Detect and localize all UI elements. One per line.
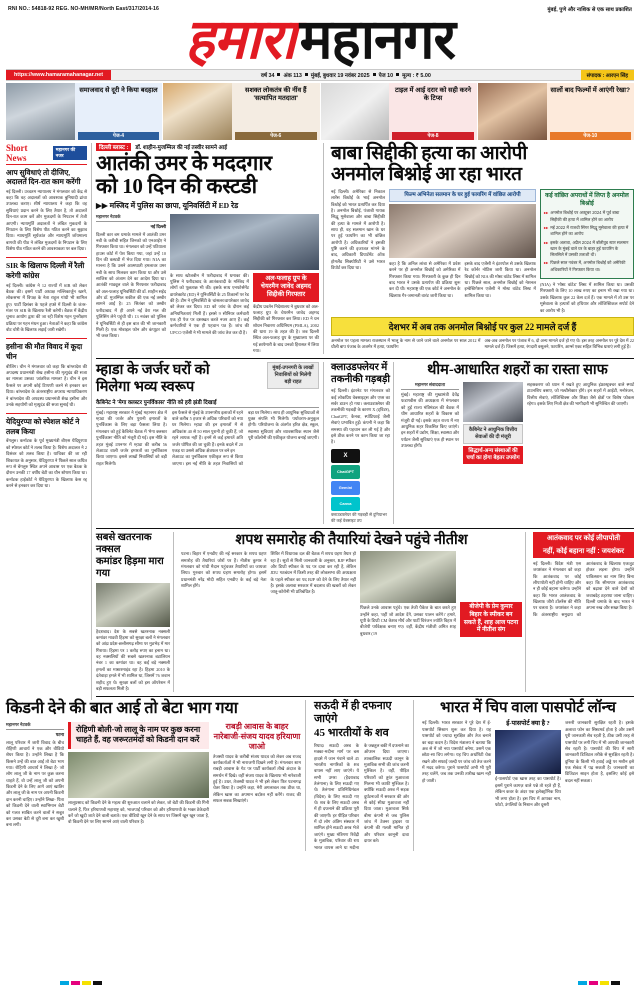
second-lead-green-box <box>540 189 634 279</box>
pages-label: पेज 10 <box>378 72 394 79</box>
cloud-logo-grid <box>331 449 390 511</box>
passport-headline: भारत में चिप वाला पासपोर्ट लॉन्च <box>440 700 616 717</box>
second-lead-photo <box>389 204 536 258</box>
second-lead-col2: कहा है कि अनिल लांबा से अमेरिका में प्रवेश करने पर ही अनमोल बिश्नोई को अमेरिका में गिरफ्तार किया गया। गिरफ्तारी के कुछ ही दिन बाद भारत ने उसके प्रत्यर्पण की प्रक्रिया शुरू कर दी थी। महाराष्ट्र की एक कोर्ट ने अनमोल के खिलाफ गैर-जमानती वारंट जारी किया था। <box>389 260 461 298</box>
second-lead-headline-line2: अनमोल बिश्नोई आ रहा भारत <box>331 164 522 186</box>
theme-city-box-caption: कैबिनेट ने आधुनिक वित्तीय सेवाओं की दी मंजूरी <box>463 424 523 444</box>
teaser-photo <box>321 83 390 140</box>
lead-dateline: नई दिल्ली <box>150 223 166 229</box>
promo-teaser-strip <box>6 83 634 140</box>
nitish-col3: पिछले उनके आवास पहुंचे। एक तेजी पैकेज के बात करते हुए उन्होंने कहा, 'वहीं जो आदेश देंगे, उसका पालन करेंगे।' हमारे, यूपी के डिप्टी CM केशव मौर्य और पार्टी चिरंजन ज्योति विहार में बीजेपी पर्यवेक्षक बनाए गए। वहीं, केंद्रीय मंत्रीजी अमित शाह बुधवार (19 <box>360 605 456 636</box>
lead-headline-line2: को 10 दिन की कस्टडी <box>96 174 257 199</box>
theme-city-col1: मुंबई। महाराष्ट्र की मुख्यमंत्री देवेंद्र फडणवीस की अध्यक्षता में मंगलवार को हुई राज्य मंत्रिमंडल की बैठक में थीम आधारित शहरों के विकास को मंजूरी दी गई। इसके तहत राज्य में नए आधुनिक शहर विकसित किए जाएंगे। इन शहरों में उद्योग, शिक्षा, स्वास्थ्य और पर्यटन जैसी सुविधाएं एक ही स्थान पर उपलब्ध होंगी। <box>401 392 459 448</box>
naxal-photo <box>96 583 170 627</box>
bullet-text: इसके अलावा, अप्रैल 2024 में बॉलीवुड स्टार सलमान खान के मुंबई वाले घर के बाहर हुई फायरिंग के सिलसिले में उसकी तलाशी थी। <box>550 239 629 258</box>
saudi-headline-line1: सऊदी में ही दफनाए जाएंगे <box>314 700 392 726</box>
short-news-label: Short News <box>6 142 28 163</box>
naxal-headline-line1: सबसे खतरनाक नक्सल <box>96 531 152 555</box>
jaishankar-headline-line1: आतंकवाद पर कोई लीपापोती <box>533 532 634 545</box>
teaser-page-badge: पेज-10 <box>550 132 632 140</box>
gemini-logo-icon: Gemini <box>331 481 360 495</box>
nitish-col1: पटना। बिहार में एनडीए की नई सरकार के शपथ ग्रहण समारोह की तैयारियां जोरों पर हैं। नीतीश कुमार ने मंगलवार को गांधी मैदान पहुंचकर तैयारियों का जायजा लिया। गुरुवार को शपथ ग्रहण समारोह होगा। इसमें प्रधानमंत्री नरेंद्र मोदी सहित एनडीए के कई बड़े नेता शामिल होंगे। <box>181 551 267 589</box>
cmyk-registration-marks-right <box>578 981 620 985</box>
black-swatch <box>93 981 102 985</box>
magenta-swatch <box>71 981 80 985</box>
bullet-text: मई 2022 में राजधी सिंगर सिद्धू मूसेवाला की हत्या में शामिल होने का आरोप <box>550 225 629 237</box>
section-divider <box>96 528 634 529</box>
publication-tagline: मुंबई, पुणे और नाशिक से एक साथ प्रकाशित <box>547 7 632 13</box>
naxal-headline-line2: कमांडर हिड़मा मारा गया <box>96 555 164 579</box>
cloud-headline-line1: क्लाउडफ्लेयर में <box>331 362 388 374</box>
short-news-item[interactable] <box>6 261 87 333</box>
divider <box>6 257 87 258</box>
magenta-swatch <box>589 981 598 985</box>
separator-square-icon <box>396 73 399 76</box>
kidney-story <box>6 700 306 851</box>
theme-city-photo <box>463 382 523 422</box>
masthead-word-mahanagar: महानगर <box>299 9 455 70</box>
short-news-headline: हसीना की मौत विवाद में कूदा चीन <box>6 342 83 362</box>
cloudflare-story <box>328 362 394 523</box>
teaser-headline: सशक्त लोकतंत्र की नींव हैं 'सत्यापित मतदाता' <box>244 86 307 102</box>
section-divider <box>96 696 634 697</box>
chatgpt-logo-icon: ChatGPT <box>331 465 360 479</box>
cloud-headline-line2: तकनीकी गड़बड़ी <box>331 374 390 386</box>
jaishankar-body: नई दिल्ली। विदेश मंत्री एस जयशंकर ने मंगलवार को कहा कि आतंकवाद पर कोई लीपापोती नहीं होनी चाहिए और न ही कोई बहाना चलेगा। उन्होंने कहा कि भारत आतंकवाद के खिलाफ जीरो टॉलरेंस की नीति पर चलता है। जयशंकर ने कहा कि अंतरराष्ट्रीय समुदाय को आतंकवाद के खिलाफ एकजुट होकर लड़ना होगा। उन्होंने पाकिस्तान का नाम लिए बिना कहा कि सीमापार आतंकवाद को बढ़ावा देने वाले देशों को जवाबदेह ठहराया जाना चाहिए। दिल्ली धमाके के बाद भारत ने अपना रुख और सख्त किया है। <box>533 560 634 617</box>
saudi-story <box>310 700 414 851</box>
cloud-photo-caption: क्लाउडफ्लेयर की गड़बड़ी से दुनियाभर की कई वेबसाइट ठप <box>331 511 387 523</box>
mhada-headline-line1: म्हाडा के जर्जर घरों को <box>96 362 210 379</box>
lead-photo <box>170 214 319 270</box>
short-news-tag: महानगर की नजर <box>53 146 87 160</box>
volume-label: वर्ष 34 <box>260 72 275 79</box>
lead-subheadline: ▶▶ मस्जिद में पुलिस का छापा, यूनिवर्सिटी में ED रेड <box>96 200 239 210</box>
saudi-headline-line2: 45 भारतीयों के शव <box>314 726 389 739</box>
yellow-body-col1: अनमोल पर पहला मामला राजस्थान में भालू के नाम से जाने जाने वाले अनमोल पर साल 2012 में धौली बाप पंजाब के अजमेर में हत्या, फायरिंग <box>331 337 481 350</box>
lead-callout-body: केंद्रीय प्रवर्तन निदेशालय ने बुधवार को अल-फलाह ग्रुप के चेयरमैन जावेद अहमद सिद्दीकी को गिरफ्तार कर लिया। ED ने धन शोधन निवारण अधिनियम (PMLA), 2002 की धारा 19 के तहत की है। जब दिल्ली स्थित अल-फलाह ग्रुप के मुख्यालय पर की गई छापेमारी के बाद उनको हिरासत में लिया गया। <box>253 303 319 354</box>
bullet-marker-icon: ▸▸ <box>544 225 549 230</box>
yellow-body-col2: अब-अब अनमोल पर पंजाब में 6, दो अन्य मामले दर्ज हो गए थे। इस तरह अनमोल पर पूरे देश में 22 मामले दर्ज हैं। जिसमें हत्या, रंगदारी वसूलने, फायरिंग, आर्म्स एक्ट सहित विभिन्न धाराएं लगी हुई हैं। <box>484 337 634 350</box>
jaishankar-headline-line2: नहीं, कोई बहाना नहीं : जयशंकर <box>533 545 634 558</box>
teaser-page-badge: पेज-6 <box>235 132 317 140</box>
kidney-headline: किडनी देने की बात आई तो बेटा भाग गया <box>6 700 238 718</box>
green-box-bullets <box>544 210 630 273</box>
theme-city-col2: सहस्रकरण को ध्यान में रखते हुए आधुनिक इंफ्रास्ट्रक्चर वाले स्मार्ट टाउनशिप बसाए, जो मल्टीसेक्टर होंगे। इन शहरों में आईटी, मनोरंजन, वित्तीय सेवाएं, लॉजिस्टिक्स और शिक्षा जैसे क्षेत्रों पर विशेष फोकस रहेगा। इसके लिए निजी क्षेत्र की भागीदारी भी सुनिश्चित की जाएगी। <box>527 382 634 407</box>
kidney-quote-box <box>68 722 209 750</box>
nitish-col2: शिविर में विधायक दल की बैठक में शपथ ग्रहण तैयार हो रहा है। सूत्रों से मिली जानकारी के अनुसार, BJP स्पीकर और डिप्टी स्पीकर के पद पर दावा कर रही है, लेकिन JDU गठबंधन में किसी तरह की लोकसभा की अध्यक्षता के पहले स्पीकर का पद BJP को देने के लिए तैयार नहीं है। इसके अलावा सरकार में बदलाव की खबरों को लेकर जातू-कोरोनी भी प्रतिबंधित है। <box>270 551 356 595</box>
passport-col3: जरूरी जानकारी सुरक्षित रहती है। इसके अलावा फोन का सिस्टमर्ड होता है और उसमें पूरी जानकारी सेव रहती है, ठीक उसी तरह से पासपोर्ट पर लगी चिप में भी आपकी जानकारी सेव रहती है। पासपोर्ट की चिप में सारी जानकारी डिजिटल तरीके से सुरक्षित रहती है। दुनिया के किसी भी हवाई अड्डे पर मशीन इसे एक सेकंड में पढ़ सकती है। जानकारी का डिजिटल साइन होता है, इसलिए कोई इसे बदल नहीं सकता। <box>565 720 634 783</box>
green-box-title: कई वांछित अपराधों में लिप्त है अनमोल बिश्नोई <box>545 192 629 207</box>
issue-label: अंक 113 <box>283 72 302 79</box>
mhada-col2: इस फैसले से मुंबई के उपनगरीय इलाकों में रहने वाले करीब 5 हजार से अधिक परिवारों को नया घर मिलेगा। म्हाडा की इन इमारतों में से अधिकांश 40 से 50 साल पुरानी हो चुकी हैं, जो रहने लायक नहीं हैं। इनमें से कई इमारतें अति जर्जर घोषित की जा चुकी हैं। इनके बदले में 20 एकड़ या उससे अधिक क्षेत्रफल पर बने इन <box>172 409 243 453</box>
short-news-body: बीजिंग। चीन ने मंगलवार को कहा कि बांग्लादेश की अपदस्थ प्रधानमंत्री शेख हसीना की मृत्युदंड की सजा का मामला उसका 'आंतरिक मामला' है। चीन ने इस फैसले पर अपनी कोई टिप्पणी करने से इनकार कर दिया। बांग्लादेश के अंतरराष्ट्रीय अपराध न्यायाधिकरण ने बांग्लादेश की अपदस्थ प्रधानमंत्री शेख हसीना और उनके सहयोगी को मृत्युदंड की सजा सुनाई थी। <box>6 363 87 407</box>
nitish-headline: शपथ समारोह की तैयारियां देखने पहुंचे नीतीश <box>235 531 468 548</box>
saudi-body: रियाद। सऊदी अरब के मक्का-मदीना मार्ग पर बस हादसे में जान गंवाने वाले 45 भारतीय नागरिकों के शव वापस नहीं लाए जाएंगे। ये सभी उमरा (हैदराबाद तेलंगाना) के लिए सऊदी गए थे। तेलंगाना प्रतिनिधिमंडल (विदेश) के लिए सऊदी गए थे। शव के लिए सऊदी अरब में ही दफनाने की प्रक्रिया पूरी की जाएगी। हर पीड़ित परिवार में दो लोग अंतिम संस्कार में शामिल होने सऊदी अरब भेजे जाएंगे। मुख्य मंत्रिगण रिवेंद्री के मुताबिक, परिवार की राय भारत वापस लाने या मदीना के जन्नतुल बकी में दफनाने का ऑप्शन दिया जाएगा। तात्कालिक सऊदी कानून के मुताबिक सभी की जांच करनी मुश्किल है। वहीं, पीड़ित परिवारों को तुरंत मुआवजा मिलना भी काफी मुश्किल है। क्योंकि सऊदी अरब में सड़क दुर्घटनाओं में सरकार की ओर से कोई सीधा मुआवजा नहीं दिया जाता। मुआवजा सिर्फ बीमा कंपनी से जब पुलिस जांच में टेक्नर ड्राइवर या कंपनी की गलती मानित हो और परिवार कानूनी दावा दायर करे। <box>314 742 409 850</box>
lead-byline: महानगर नेटवर्क <box>96 214 166 222</box>
mhada-col1: मुंबई। महाराष्ट्र सरकार ने मुंबई महानगर क्षेत्र में म्हाडा की जर्जर और पुरानी इमारतों के पुनर्विकास के लिए बड़ा फैसला लिया है। मंगलवार को हुई कैबिनेट बैठक में 'मेगा क्लस्टर पुनर्विकास' नीति को मंजूरी दी गई। इस नीति के तहत मुंबई उपनगर में म्हाडा की करीब 56 लेआउट वाली जर्जर इमारतों का पुनर्विकास किया जाएगा। इससे लाखों निवासियों को बड़ी राहत मिलेगी। <box>96 409 167 466</box>
rni-number: RNI NO.: 54818-92 REG. NO-MH/MR/North East/317/2014-16 <box>8 6 159 12</box>
teaser-page-badge: पेज-8 <box>392 132 474 140</box>
teaser-photo <box>163 83 232 140</box>
bullet-text: अनमोल बिश्नोई पर अक्टूबर 2024 में पूर्व बाबा सिद्दीकी की हत्या में शामिल होने का आरोप <box>550 210 620 222</box>
theme-city-byline: महानगर संवाददाता <box>401 382 459 390</box>
mhada-sidebox: मुंबई-उपनगरी के लाखों निवासियों को मिलेगी बड़ी राहत <box>267 362 319 388</box>
nitish-red-box: बीजेपी के प्रेम कुमार बिहार के स्पीकर बन सकते हैं, शाह आज पटना में नीतीश संग <box>460 602 522 637</box>
lead-kicker-text: डॉ. शाहीन-मुजम्मिल की नई तस्वीर सामने आई <box>135 144 228 151</box>
short-news-headline: SIR के खिलाफ दिल्ली में रैली करेगी कांग्रेस <box>6 261 85 280</box>
nitish-photo <box>360 551 456 603</box>
passport-subheadline: ई-पासपोर्ट क्या है ? <box>506 720 550 728</box>
short-news-column <box>6 143 92 701</box>
lead-kicker <box>96 143 319 151</box>
passport-col1: नई दिल्ली। भारत सरकार ने पूरे देश में ई-पासपोर्ट सिस्टम शुरू कर दिया है। यह पासपोर्ट को ज्यादा सुरक्षित और तेज बनाने का बड़ा कदम है। विदेश मंत्रालय ने बताया कि अब से में जो नया पासपोर्ट बनेगा, उसमें एक छोटा-सा चिप लगेगा। यह चिप अथॉरिटी चेक रखने और सफाई जल्दी पर जांच को तेज करने में मदद करेगा। पुराने पासपोर्ट अभी भी पूरी तरह चलेंगे, जब तक उनकी तारीख खत्म नहीं हो जाती। <box>422 720 491 783</box>
kidney-photo <box>68 752 209 798</box>
theme-city-story <box>398 362 634 523</box>
canva-logo-icon: Canva <box>331 497 360 511</box>
cyan-swatch <box>60 981 69 985</box>
short-news-item[interactable] <box>6 417 87 489</box>
kidney-byline: महानगर नेटवर्क <box>6 722 64 730</box>
teaser-page-badge: पेज-4 <box>78 132 160 140</box>
teaser-item[interactable] <box>321 83 477 140</box>
website-url[interactable]: https://www.hamaramahanagar.net <box>6 70 111 80</box>
third-row <box>96 532 634 693</box>
kidney-quote-text: रोहिणी बोली-जो लालू के नाम पर कुछ करना चाहते हैं, वह जरूरतमंदों को किडनी दान करें <box>76 724 201 745</box>
teaser-item[interactable] <box>163 83 319 140</box>
nitish-story <box>178 532 526 693</box>
teaser-headline: टाइल में आई दरार को सही करने के टिप्स <box>394 86 472 102</box>
jaishankar-story <box>530 532 634 693</box>
theme-city-headline: थीम-आधारित शहरों का रास्ता साफ <box>427 362 608 379</box>
bullet-marker-icon: ▸▸ <box>544 260 549 266</box>
second-lead-headline-line1: बाबा सिद्दीकी हत्या का आरोपी <box>331 142 528 164</box>
lead-callout-box: अल-फलाह ग्रुप के चेयरमैन जावेद अहमद सिद्दीकी गिरफ्तार <box>253 273 319 302</box>
second-lead-caption-text: फिल्म अभिनेता सलमान के घर हुई फायरिंग में वांछित आरोपी <box>404 191 521 198</box>
short-news-header <box>6 143 87 165</box>
mhada-headline-line2: मिलेगा भव्य स्वरूप <box>96 379 195 396</box>
teaser-item[interactable] <box>6 83 162 140</box>
teaser-photo <box>478 83 547 140</box>
short-news-item[interactable] <box>6 168 87 253</box>
masthead-word-hamara: हमारा <box>185 9 296 70</box>
price-label: मूल्य : ₹ 5.00 <box>402 72 431 79</box>
second-lead-story <box>328 143 634 355</box>
theme-city-red-box: सिद्धार्थ-अन्य संस्थाओं की चर्चा का होगा बेहतर उपयोग <box>463 446 523 464</box>
short-news-headline: आप सुविधाएं तो दीजिए, अदालतें दिन-रात काम करेंगी <box>6 167 81 187</box>
divider <box>6 413 87 414</box>
mhada-subheadline: कैबिनेट ने 'मेगा क्लस्टर पुनर्विकास' नीति को हरी झंडी दिखाई <box>96 398 319 408</box>
cyan-swatch <box>578 981 587 985</box>
yellow-banner: देशभर में अब तक अनमोल बिश्नोई पर कुल 22 मामले दर्ज हैं <box>331 317 634 336</box>
second-lead-col1: नई दिल्ली। अमेरिका से निकाल लारेंस बिश्नोई के भाई अनमोल बिश्नोई को भारत प्रत्यर्पित कर दिया है। अनमोल बिश्नोई, पंजाबी गायक सिद्धू मूसेवाला और बाबा सिद्दीकी की हत्या के मामले में आरोपी है। साथ ही, वह सलमान खान के घर पर हुई फायरिंग का भी वांछित आरोपी है। अधिकारियों ने इसकी पुष्टि करने की इजाजत मांगने के बाद, अधिकारी डिपार्टमेंट ऑफ होमलैंड सिक्योरिटी ने उसे भारत डिपोर्ट कर दिया था। <box>331 188 385 271</box>
separator-square-icon <box>373 73 376 76</box>
teaser-photo <box>6 83 75 140</box>
lead-story <box>96 143 324 355</box>
lead-body-col2: के साथ खोजबीन में फरीदाबाद में धमाका की। पुलिस ने फरीदाबाद के आतंकवादी के मस्जिद में लोगों को पूछताछ भी की। इसके साथ एनफोर्समेंट डायरेक्टरेट (ED) ने यूनिवर्सिटी के 25 ठिकानों पर रेड की है। टीम ने यूनिवर्सिटी के चांसलर/डायरेक्टर जावेद को लेकर कर दिया। ED को जांच के दौरान कई अनियमितताएं मिलीं हैं। इससे 9 सीनियर कर्मचारी एक ही पेज पर दस्तखत करते नजर आए हैं। कई कर्मचारियों ने एक ही पहचान पत्र हैं। जांच की UPCO एजेंसी ने भी मामले की जांच तेज कर दी है। <box>170 272 249 335</box>
second-lead-col3: इसके बाद एजेंसी ने इंटरपोल से उसके खिलाफ रेड कॉर्नर नोटिस जारी किया था। अनमोल बिश्नोई को NIA की मोस्ट वांटेड लिस्ट में शामिल था। पिछले साल, अनमोल बिश्नोई को नेशनल इन्वेस्टिगेशन एजेंसी ने मोस्ट वांटेड लिस्ट में शामिल किया था। <box>464 260 536 298</box>
bullet-marker-icon: ▸▸ <box>544 239 549 245</box>
short-news-body: नई दिल्ली। उच्चतम न्यायालय ने मंगलवार को केंद्र से कहा कि वह अदालतों को आवश्यक बुनियादी ढांचा उपलब्ध कराए। शीर्ष न्यायालय ने कहा कि वह सुविधाएं प्रदान करने के लिए तैयार है, तो अदालतें दिन-रात काम करें और मुकदमों के निपटान में तेजी आएगी। न्यायमूर्ति अदालतों ने लंबित मुकदमों के निपटान के लिए विशेष पीठ गठित करने का सुझाव दिया। न्यायमूर्ति सूर्यकांत और न्यायमूर्ति जॉयमाल्य बागची की पीठ ने लंबित मुकदमों के निपटान के लिए विशेष पीठ गठित करने की आवश्यकता पर बल दिया। <box>6 188 87 251</box>
yellow-swatch <box>82 981 91 985</box>
mhada-story <box>96 362 324 523</box>
teaser-headline: सालों बाद फिल्मों में आएंगी रेखा? <box>550 86 631 94</box>
second-lead-photo-caption <box>389 189 536 202</box>
short-news-body: बेंगलुरु। कर्नाटक के पूर्व मुख्यमंत्री बीएस येदियुरप्पा को स्पेशल कोर्ट ने तलब किया है। विशेष अदालत ने 2 दिसंबर को तलब किया है। याचिका की जा रही शिकायत के अनुसार, येदियुरप्पा ने पिछले साल कथित रूप से बेंगलुरु स्थित अपने आवास पर एक बैठक के दौरान उनकी 17 वर्षीय बेटी का यौन शोषण किया था। कर्नाटक हाईकोर्ट ने येदियुरप्पा के खिलाफ केस रद्द करने से इनकार कर दिया था। <box>6 438 87 488</box>
x-logo-icon: X <box>331 449 360 463</box>
lead-kicker-tag: दिल्ली ब्लास्ट : <box>96 143 131 151</box>
kidney-sub-headline: राबड़ी आवास के बाहर नारेबाजी-संजय यादव हरियाणा जाओ <box>213 721 301 751</box>
kidney-col2: लालूप्रसाद को किडनी देने के महत्व की शुरुआत चलाने को लेकर, जो बेटी की किडनी की गिनी चलाने हैं, फिर हरियाणवी महाराष्ट्र को, भाजपाई परिवार को और हरियाणवी के भक्त ठेकेदारी करें जो खुदी जाते देने वाली बताते। एक वीडियो खून देने के साथ पर जिसमें खून खून जाता है, वो किडनी देने पर लिए सामने आएं वाली परिवार है। <box>68 800 209 825</box>
yellow-swatch <box>600 981 609 985</box>
second-lead-col4: (NIA) ने 'मोस्ट वांटेड' लिस्ट में शामिल किया था। उसकी गिरफ्तारी के लिए 10 लाख रुपए का इनाम भी रखा गया था। उसके खिलाफ कुल 22 केस दर्ज हैं। एक मामले में तो उस पर मूसेवाला के हत्यारों को हथियार और लॉजिस्टिकल सपोर्ट देने का आरोप भी है। <box>540 282 634 313</box>
section-divider <box>96 358 634 359</box>
bottom-row <box>6 700 634 851</box>
naxal-body: हैदराबाद। देश के सबसे खतरनाक नक्सली कमांडर माडवी हिड़मा को सुरक्षा बलों ने मंगलवार को आंध्र प्रदेश-छत्तीसगढ़ सीमा पर मुठभेड़ में मार गिराया। हिड़मा पर 1 करोड़ रुपए का इनाम था। वह नक्सलियों की सबसे खतरनाक बटालियन नंबर 1 का कमांडर था। वह कई बड़े नक्सली हमलों का मास्टरमाइंड रहा है। हिड़मा 2010 के दंतेवाड़ा हमले में भी शामिल था, जिसमें 76 जवान शहीद हुए थे। सुरक्षा बलों को इस ऑपरेशन में बड़ी सफलता मिली है। <box>96 628 170 691</box>
cloud-body: नई दिल्ली। इंटरनेट पर मंगलवार को कई लोकप्रिय वेबसाइट्स और एप्स का सर्वर डाउन हो गया। क्लाउडफ्लेयर की तकनीकी गड़बड़ी के कारण X (ट्विटर), ChatGPT, कैनवा, स्पॉटिफाई जैसी सेवाएं प्रभावित हुईं। कंपनी ने कहा कि समस्या की पहचान कर ली गई है और इसे ठीक करने पर काम किया जा रहा है। <box>331 388 390 445</box>
place-date-label: मुंबई, बुधवार 19 नवंबर 2025 <box>310 72 370 79</box>
editor-label: संपादक : आरएन सिंह <box>581 70 634 80</box>
masthead-info-bar <box>6 69 634 81</box>
kidney-dateline: पटना <box>55 731 64 737</box>
separator-square-icon <box>305 73 308 76</box>
second-row <box>96 362 634 523</box>
cmyk-registration-marks-left <box>60 981 102 985</box>
issue-details <box>111 70 581 80</box>
passport-story <box>418 700 634 851</box>
short-news-item[interactable] <box>6 342 87 408</box>
lead-headline-line1: आतंकी उमर के मददगार <box>96 150 272 175</box>
short-news-headline: येदियुरप्पा को स्पेशल कोर्ट ने तलब किया <box>6 417 80 436</box>
passport-col2: ई-पासपोर्ट एक खास तरह का पासपोर्ट है। इसमें पुराने कागज़ वाले पन्ने तो रहते ही हैं, लेकिन कवर के अंदर एक इलेक्ट्रॉनिक चिप भी लगा होता है। इस चिप में आपका नाम, फोटो, उंगलियों के निशान और दूसरी <box>495 776 561 807</box>
black-swatch <box>611 981 620 985</box>
kidney-col3: तेजस्वी यादव के करीबी संजय यादव को लेकर अब राजद कार्यकर्ताओं में भी नाराजगी दिखने लगी है। मंगलवार शाम राबड़ी आवास के गेट पर पार्टी कार्यकर्ता तीखे अंदाज के समर्थन में दिखे। वहीं संजय यादव के खिलाफ भी नारेबाजी हुई है। उधर, तेजस्वी यादव ने भी इसे लेकर फिर पटनागढ़ चेतर किया है। उन्होंने कहा, मेरी अगलाबल तक ठीक था, लेकिन खास का अपमान बर्दाश्त नहीं करेंगे। राजद की सफल सबक सिखाएंगे। <box>213 753 301 804</box>
kidney-col1: लालू परिवार में जारी विवाद के बीच रोहिणी आचार्य ने एक और वीडियो शेयर किया है। उन्होंने लिखा है कि किसने उन्हें की बात आई तो बेटा भाग गया। रोहिणी आचार्य ने लिखा है- जो लोग लालू जी के नाम पर कुछ करना चाहते हैं, वो उन्हें लालू जी को अपनी किडनी देने के लिए आगे आएं खातिर और लालू जी के नाम पर अपनी किडनी दान करनी चाहिए। उन्होंने लिखा- पिता को किडनी देने वाली स्वाभिमान बेटी को गलत साबित करने वालों ने सबूत कर उसका बेटी से दूरी बना कर खुशी बना लगी। <box>6 739 64 828</box>
naxal-story <box>96 532 174 693</box>
lead-body-col1: दिल्ली कार बम धमाके मामले में आतंकी उमर नबी के करीबी सहित जिनको को एनआईए ने गिरफ्तार किया था। मंगलवार को उन्हें पटियाला हाउस कोर्ट में पेश किया गया, जहां उन्हें 10 दिन की कस्टडी में भेज दिया गया। NIA का मानना है कि उसने आत्मघाती हमलावर उमर नबी के साथ मिलकर काम किया था और उसे साजिश को अंजाम देने का आदेश दिया था। आतंकी माड्यूल वाले के गिरफ्तार फरीदाबाद को अल-फलाह यूनिवर्सिटी की डॉ. शाहीन सईद और डॉ. मुजम्मिल शकील की एक नई तस्वीर सामने आई है। 25 सितंबर को तस्वीर फरीदाबाद में ही अपने नई डेरा मल की पुलिसिंग लेने पहुंची थी। 13 नवंबर को पुलिस ने यूनिवर्सिटी से ही इस बात की भी जानकारी मिली है। एक मोबाइल फोन और कंप्यूटर को भी जब्त किया। <box>96 231 166 339</box>
mhada-col3: लेआउट का पुनर्विकास एकीकृत रूप से किया जाएगा। इस नई नीति के तहत निवासियों को बड़ा घर मिलेगा। साथ ही आधुनिक सुविधाओं से युक्त संपत्ति भी मिलेगी। पर्यावरण-अनुकूल होगी। परियोजना के अंतर्गत हरित क्षेत्र, स्कूल, स्वास्थ्य सुविधाएं और व्यावसायिक स्थान जैसे पूरी कॉलोनी की एकीकृत योजना बनाई जाएगी। <box>172 409 319 466</box>
lead-row <box>96 143 634 355</box>
divider <box>6 338 87 339</box>
bullet-text: पिछले साल नवंबर में, अनमोल बिश्नोई को अमेरिकी अधिकारियों ने गिरफ्तार किया था। <box>550 260 626 272</box>
passport-photo <box>495 730 561 774</box>
teaser-headline: समाजवाद से दूरी ने किया बदहाल <box>79 86 158 94</box>
separator-square-icon <box>277 73 280 76</box>
teaser-item[interactable] <box>478 83 634 140</box>
short-news-body: नई दिल्ली। कांग्रेस ने 12 राज्यों में SIR को लेकर बैठक की। इसमें पार्टी अध्यक्ष मल्लिकार्जुन खरगे, लोकसभा में विपक्ष के नेता राहुल गांधी भी शामिल हुए। पार्टी दिसंबर के पहले हफ्ते में दिल्ली के जंतर-मंतर पर SIR के खिलाफ रैली करेगी। बैठक में केंद्रीय चुनाव आयोग द्वारा की जा रही विशेष गहन पुनरीक्षण प्रक्रिया पर गहन मंथन हुआ। नेताओं ने कहा कि कांग्रेस वोट चोरी के खिलाफ लड़ाई जारी रखेगी। <box>6 282 87 333</box>
bullet-marker-icon: ▸▸ <box>544 210 549 216</box>
